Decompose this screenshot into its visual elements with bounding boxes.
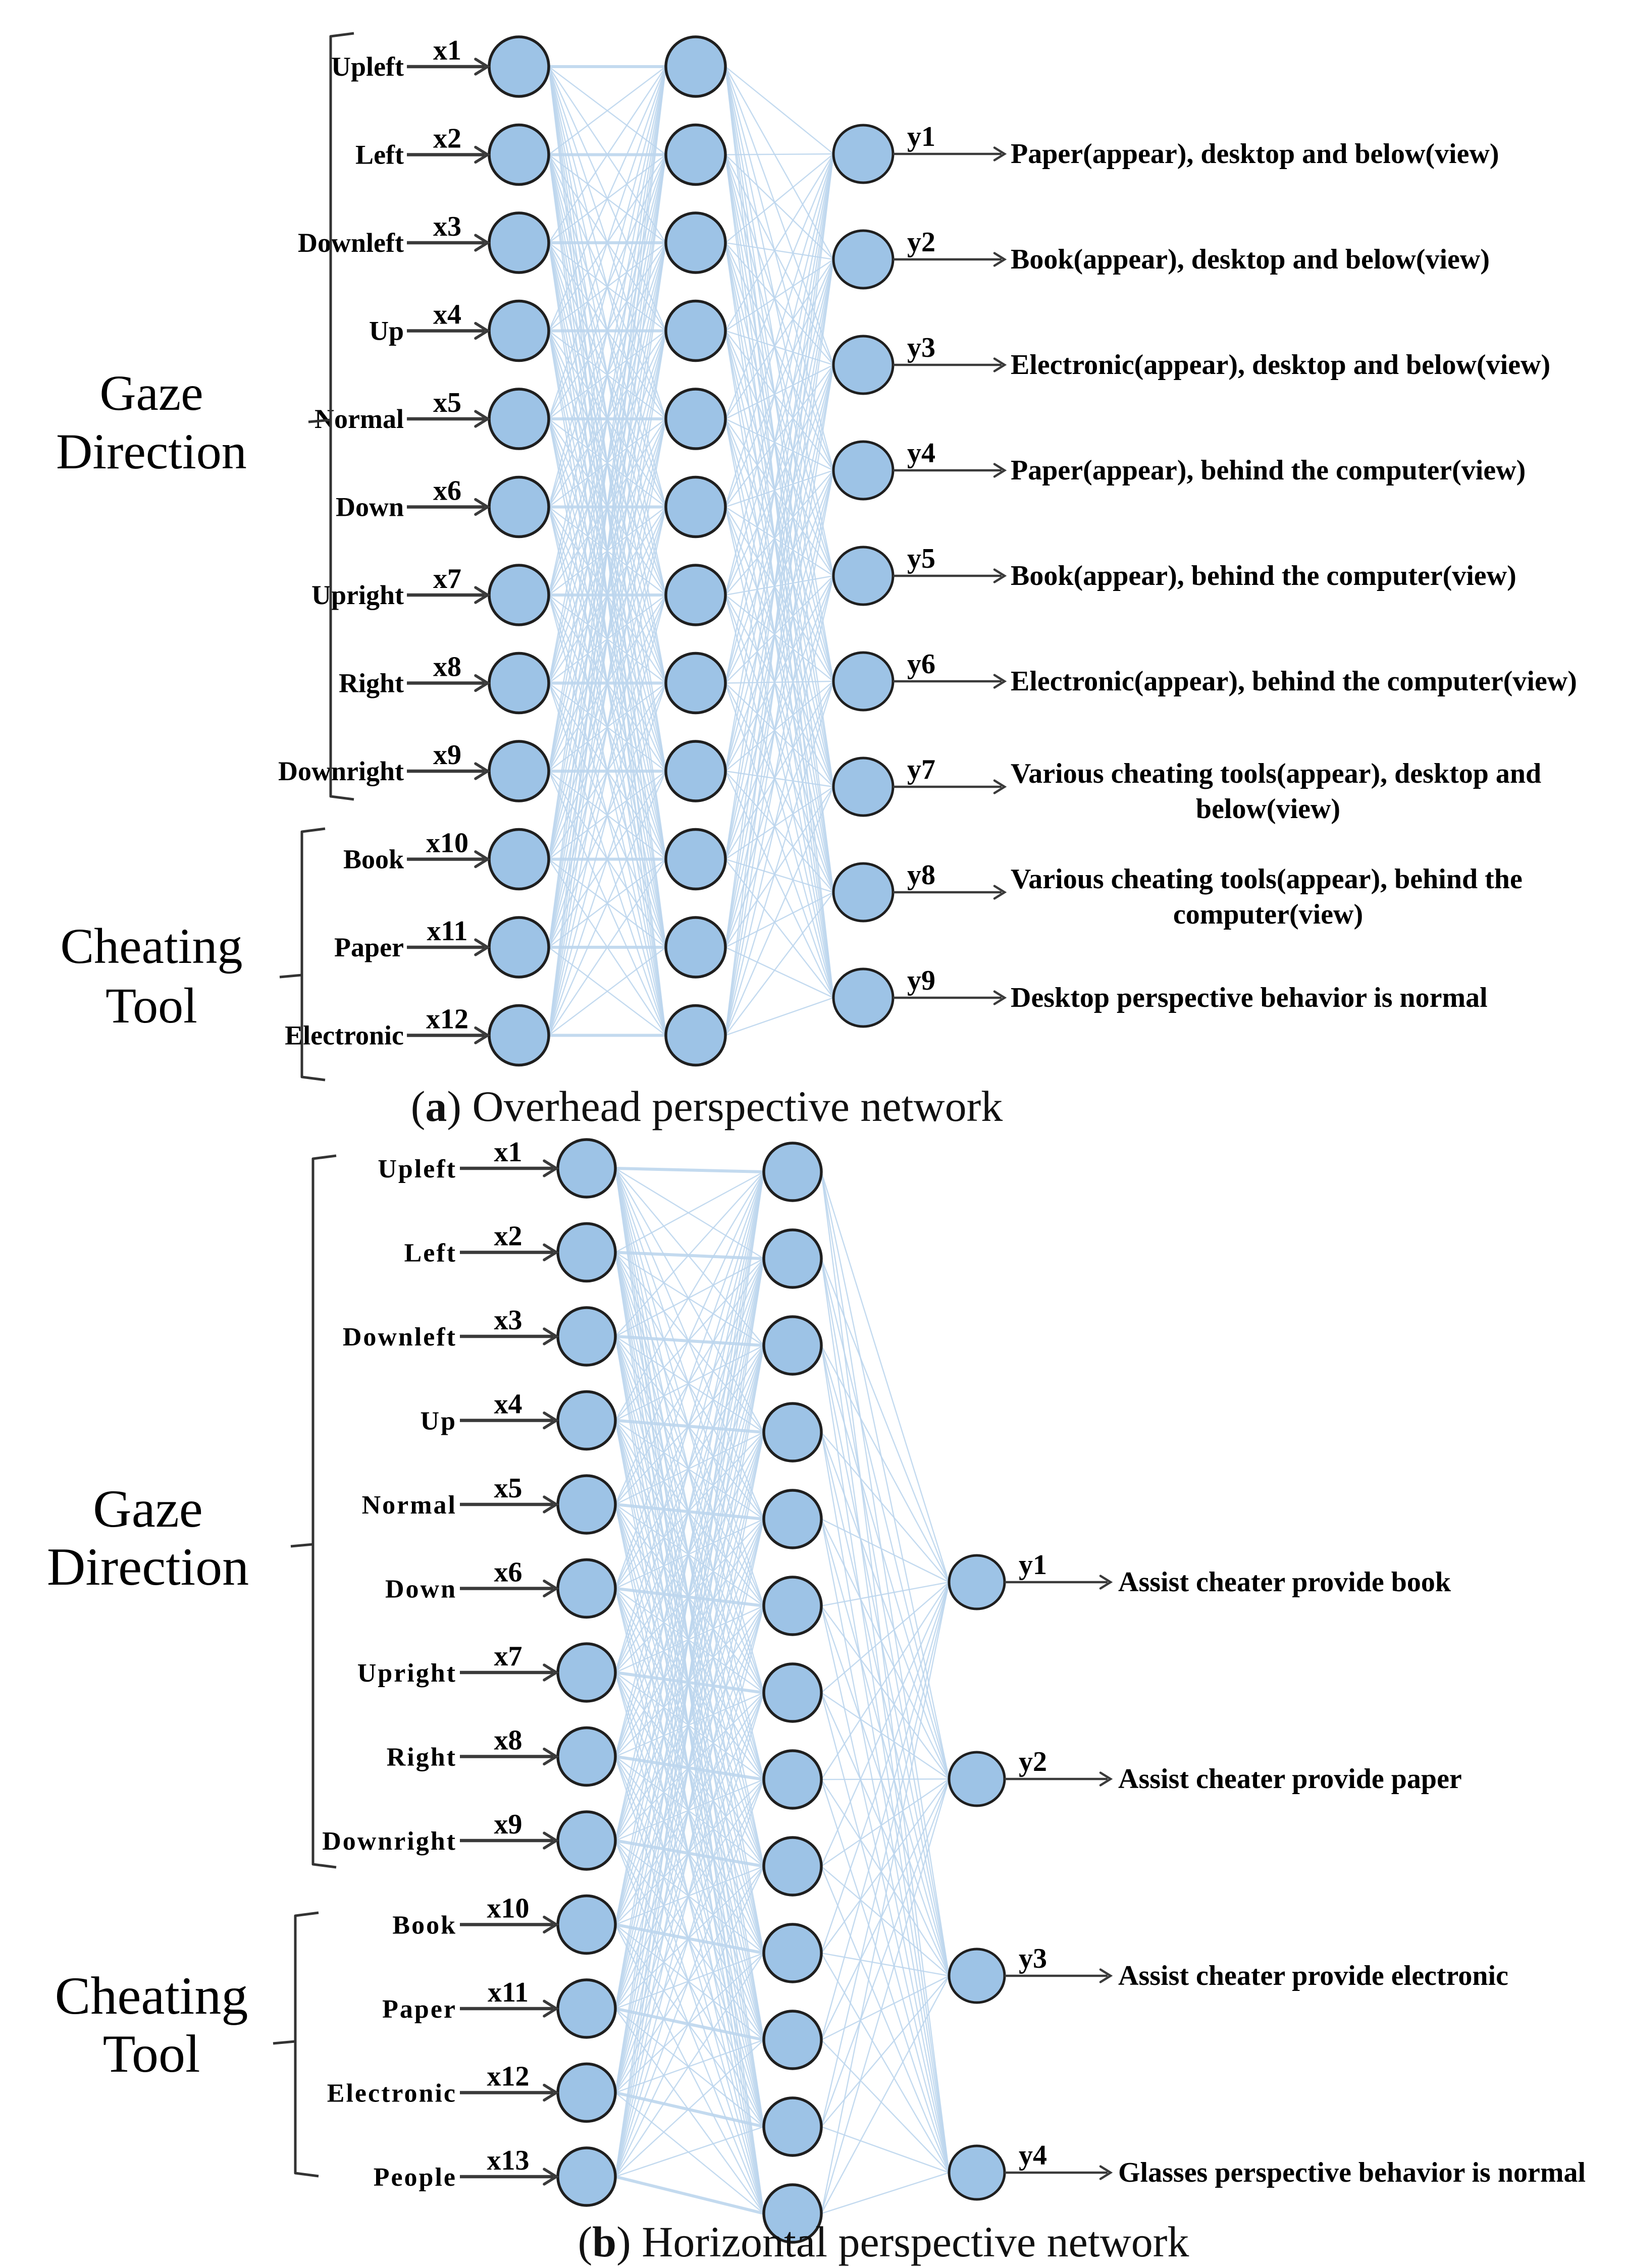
- edge: [821, 1519, 949, 1976]
- input-label-x7: Upright: [357, 1659, 457, 1688]
- hidden-node-h8: [666, 654, 725, 713]
- input-label-x8: Right: [338, 668, 404, 698]
- output-var-y2: y2: [907, 227, 935, 258]
- input-var-x10: x10: [426, 827, 468, 859]
- input-node-x13: [558, 2148, 615, 2205]
- output-label-y8-line2: computer(view): [1173, 899, 1364, 930]
- output-node-y6: [833, 653, 893, 710]
- output-var-y9: y9: [907, 965, 935, 996]
- gaze-direction-label: Gaze: [93, 1479, 203, 1538]
- input-label-x5: Normal: [314, 404, 404, 434]
- input-var-x8: x8: [494, 1724, 522, 1756]
- input-var-x9: x9: [494, 1809, 522, 1840]
- output-node-y1: [833, 125, 893, 183]
- input-label-x2: Left: [404, 1238, 457, 1268]
- input-label-x6: Down: [385, 1575, 457, 1604]
- hidden-node-h12: [764, 2098, 821, 2155]
- input-var-x5: x5: [433, 387, 461, 418]
- hidden-node-h11: [764, 2011, 821, 2069]
- input-label-x8: Right: [386, 1743, 457, 1772]
- input-node-x6: [558, 1560, 615, 1617]
- edge: [725, 576, 833, 947]
- edge: [725, 154, 833, 155]
- input-var-x7: x7: [494, 1641, 522, 1672]
- hidden-node-h10: [666, 830, 725, 889]
- edge: [615, 1172, 764, 1253]
- input-label-x9: Downright: [278, 756, 404, 786]
- input-var-x2: x2: [494, 1220, 522, 1252]
- input-node-x11: [558, 1980, 615, 2037]
- cheating-tool-label: Cheating: [60, 918, 243, 974]
- output-label-y3: Assist cheater provide electronic: [1118, 1960, 1508, 1991]
- output-label-y1: Assist cheater provide book: [1118, 1567, 1451, 1598]
- input-var-x3: x3: [494, 1305, 522, 1336]
- output-var-y7: y7: [907, 754, 935, 785]
- input-node-x12: [489, 1006, 549, 1065]
- cheating-tool-label: Cheating: [55, 1966, 248, 2025]
- hidden-node-h12: [666, 1006, 725, 1065]
- output-node-y1: [949, 1555, 1005, 1609]
- input-var-x13: x13: [487, 2145, 530, 2176]
- output-var-y6: y6: [907, 649, 935, 680]
- edge: [821, 1976, 949, 2213]
- output-node-y7: [833, 758, 893, 816]
- input-node-x10: [558, 1896, 615, 1954]
- output-var-y5: y5: [907, 543, 935, 574]
- output-label-y6: Electronic(appear), behind the computer(view): [1011, 666, 1577, 697]
- edge: [821, 1779, 949, 2173]
- input-node-x8: [558, 1728, 615, 1786]
- output-var-y1: y1: [907, 121, 935, 152]
- input-label-x1: Upleft: [331, 51, 404, 82]
- input-node-x5: [558, 1476, 615, 1533]
- output-label-y8: Various cheating tools(appear), behind the: [1011, 863, 1523, 895]
- caption-horizontal-network: [0, 2217, 1625, 2267]
- caption-b-letter: b: [592, 2218, 617, 2266]
- output-var-y4: y4: [907, 438, 935, 469]
- hidden-node-h10: [764, 1924, 821, 1982]
- input-node-x2: [489, 125, 549, 185]
- input-var-x1: x1: [494, 1137, 522, 1168]
- input-node-x8: [489, 654, 549, 713]
- caption-a-letter: a: [425, 1082, 447, 1130]
- cheating-tool-bracket: [295, 1913, 319, 2176]
- edge: [821, 1345, 949, 2173]
- hidden-node-h6: [666, 477, 725, 537]
- gaze-direction-label: Direction: [56, 423, 247, 479]
- edge: [821, 1259, 949, 1582]
- hidden-node-h5: [764, 1490, 821, 1548]
- input-label-x11: Paper: [334, 932, 404, 962]
- input-label-x3: Downleft: [342, 1323, 457, 1352]
- cheating-tool-bracket-tick: [280, 975, 302, 977]
- caption-overhead-network: [0, 1081, 1413, 1131]
- output-node-y4: [949, 2146, 1005, 2199]
- output-label-y7: Various cheating tools(appear), desktop and: [1011, 758, 1542, 789]
- gaze-direction-bracket: [313, 1156, 336, 1867]
- input-var-x12: x12: [487, 2061, 530, 2092]
- input-node-x10: [489, 830, 549, 889]
- hidden-node-h11: [666, 917, 725, 977]
- input-node-x3: [489, 213, 549, 273]
- hidden-node-h3: [666, 213, 725, 273]
- input-node-x5: [489, 389, 549, 449]
- input-label-x10: Book: [343, 844, 404, 875]
- edge: [725, 947, 833, 998]
- input-label-x7: Upright: [311, 580, 404, 610]
- output-label-y4: Paper(appear), behind the computer(view): [1011, 455, 1526, 486]
- hidden-node-h2: [764, 1230, 821, 1287]
- output-var-y4: y4: [1019, 2140, 1047, 2171]
- caption-a-rest: ) Overhead perspective network: [447, 1082, 1003, 1130]
- output-var-y3: y3: [1019, 1943, 1047, 1974]
- input-node-x1: [558, 1140, 615, 1197]
- hidden-node-h8: [764, 1751, 821, 1808]
- output-var-y2: y2: [1019, 1746, 1047, 1777]
- input-label-x2: Left: [355, 139, 404, 170]
- output-label-y1: Paper(appear), desktop and below(view): [1011, 138, 1499, 170]
- cheating-tool-bracket-tick: [273, 2041, 295, 2043]
- gaze-direction-label: Gaze: [99, 365, 203, 421]
- output-node-y2: [949, 1752, 1005, 1806]
- hidden-node-h3: [764, 1317, 821, 1374]
- input-label-x5: Normal: [361, 1491, 457, 1520]
- output-label-y3: Electronic(appear), desktop and below(view): [1011, 349, 1551, 381]
- hidden-node-h4: [666, 301, 725, 361]
- input-var-x6: x6: [433, 475, 461, 507]
- edge: [725, 998, 833, 1036]
- input-label-x4: Up: [420, 1407, 457, 1436]
- input-label-x11: Paper: [382, 1995, 457, 2024]
- input-label-x10: Book: [392, 1911, 457, 1940]
- hidden-node-h4: [764, 1403, 821, 1461]
- input-var-x9: x9: [433, 739, 461, 771]
- edge: [821, 1432, 949, 1582]
- input-node-x9: [489, 741, 549, 801]
- edge: [821, 1606, 949, 2173]
- hidden-node-h1: [666, 37, 725, 96]
- gaze-direction-label: Direction: [46, 1537, 249, 1596]
- input-var-x7: x7: [433, 563, 461, 595]
- input-node-x6: [489, 477, 549, 537]
- output-label-y5: Book(appear), behind the computer(view): [1011, 560, 1516, 591]
- output-var-y3: y3: [907, 332, 935, 363]
- output-label-y2: Book(appear), desktop and below(view): [1011, 244, 1490, 275]
- caption-b-open: (: [578, 2218, 593, 2266]
- input-var-x3: x3: [433, 211, 461, 242]
- edge: [821, 1432, 949, 1976]
- output-var-y1: y1: [1019, 1549, 1047, 1581]
- input-var-x5: x5: [494, 1473, 522, 1504]
- input-var-x2: x2: [433, 123, 461, 154]
- hidden-node-h9: [666, 741, 725, 801]
- input-node-x11: [489, 917, 549, 977]
- input-node-x3: [558, 1308, 615, 1365]
- edge: [821, 1582, 949, 1866]
- output-node-y5: [833, 547, 893, 605]
- caption-b-rest: ) Horizontal perspective network: [616, 2218, 1189, 2266]
- input-var-x10: x10: [487, 1893, 530, 1924]
- output-label-y9: Desktop perspective behavior is normal: [1011, 982, 1488, 1013]
- output-node-y9: [833, 969, 893, 1027]
- output-node-y4: [833, 442, 893, 499]
- input-node-x7: [489, 565, 549, 625]
- input-var-x4: x4: [494, 1388, 522, 1420]
- input-node-x12: [558, 2064, 615, 2122]
- output-node-y8: [833, 863, 893, 921]
- input-label-x9: Downright: [322, 1827, 457, 1856]
- edge: [821, 1172, 949, 1779]
- input-label-x12: Electronic: [327, 2079, 457, 2108]
- input-label-x3: Downleft: [298, 228, 404, 258]
- input-node-x4: [558, 1392, 615, 1449]
- edge: [821, 1172, 949, 2173]
- output-label-y2: Assist cheater provide paper: [1118, 1763, 1462, 1795]
- input-var-x11: x11: [427, 915, 468, 947]
- gaze-direction-bracket-tick: [291, 1544, 313, 1546]
- cheating-tool-label: Tool: [102, 2024, 200, 2083]
- edge: [821, 1582, 949, 1779]
- hidden-node-h5: [666, 389, 725, 449]
- output-label-y7-line2: below(view): [1195, 793, 1341, 825]
- output-node-y3: [833, 336, 893, 394]
- hidden-node-h6: [764, 1577, 821, 1635]
- input-label-x13: People: [373, 2163, 457, 2192]
- hidden-node-h2: [666, 125, 725, 185]
- cheating-tool-label: Tool: [106, 978, 197, 1034]
- input-var-x6: x6: [494, 1556, 522, 1588]
- input-var-x12: x12: [426, 1003, 468, 1035]
- edge: [821, 1432, 949, 2173]
- input-var-x1: x1: [433, 35, 461, 66]
- output-var-y8: y8: [907, 859, 935, 891]
- input-var-x4: x4: [433, 299, 461, 331]
- input-label-x12: Electronic: [285, 1020, 404, 1051]
- input-var-x8: x8: [433, 651, 461, 683]
- output-label-y4: Glasses perspective behavior is normal: [1118, 2157, 1586, 2188]
- edge: [821, 1432, 949, 1779]
- input-node-x1: [489, 37, 549, 96]
- output-node-y2: [833, 231, 893, 288]
- caption-a-open: (: [410, 1082, 426, 1130]
- input-node-x2: [558, 1224, 615, 1281]
- input-node-x4: [489, 301, 549, 361]
- hidden-node-h7: [764, 1664, 821, 1721]
- input-label-x1: Upleft: [378, 1155, 457, 1183]
- input-var-x11: x11: [488, 1977, 529, 2008]
- input-node-x9: [558, 1812, 615, 1869]
- input-node-x7: [558, 1644, 615, 1701]
- edge: [821, 1582, 949, 2040]
- hidden-node-h1: [764, 1143, 821, 1201]
- hidden-node-h7: [666, 565, 725, 625]
- input-label-x4: Up: [369, 315, 404, 346]
- input-label-x6: Down: [335, 492, 404, 522]
- hidden-node-h9: [764, 1838, 821, 1895]
- edge: [615, 1168, 764, 1172]
- edge: [725, 859, 833, 998]
- edge: [615, 1421, 764, 1693]
- horizontal-perspective-network-diagram: [0, 1136, 1625, 2268]
- output-node-y3: [949, 1949, 1005, 2003]
